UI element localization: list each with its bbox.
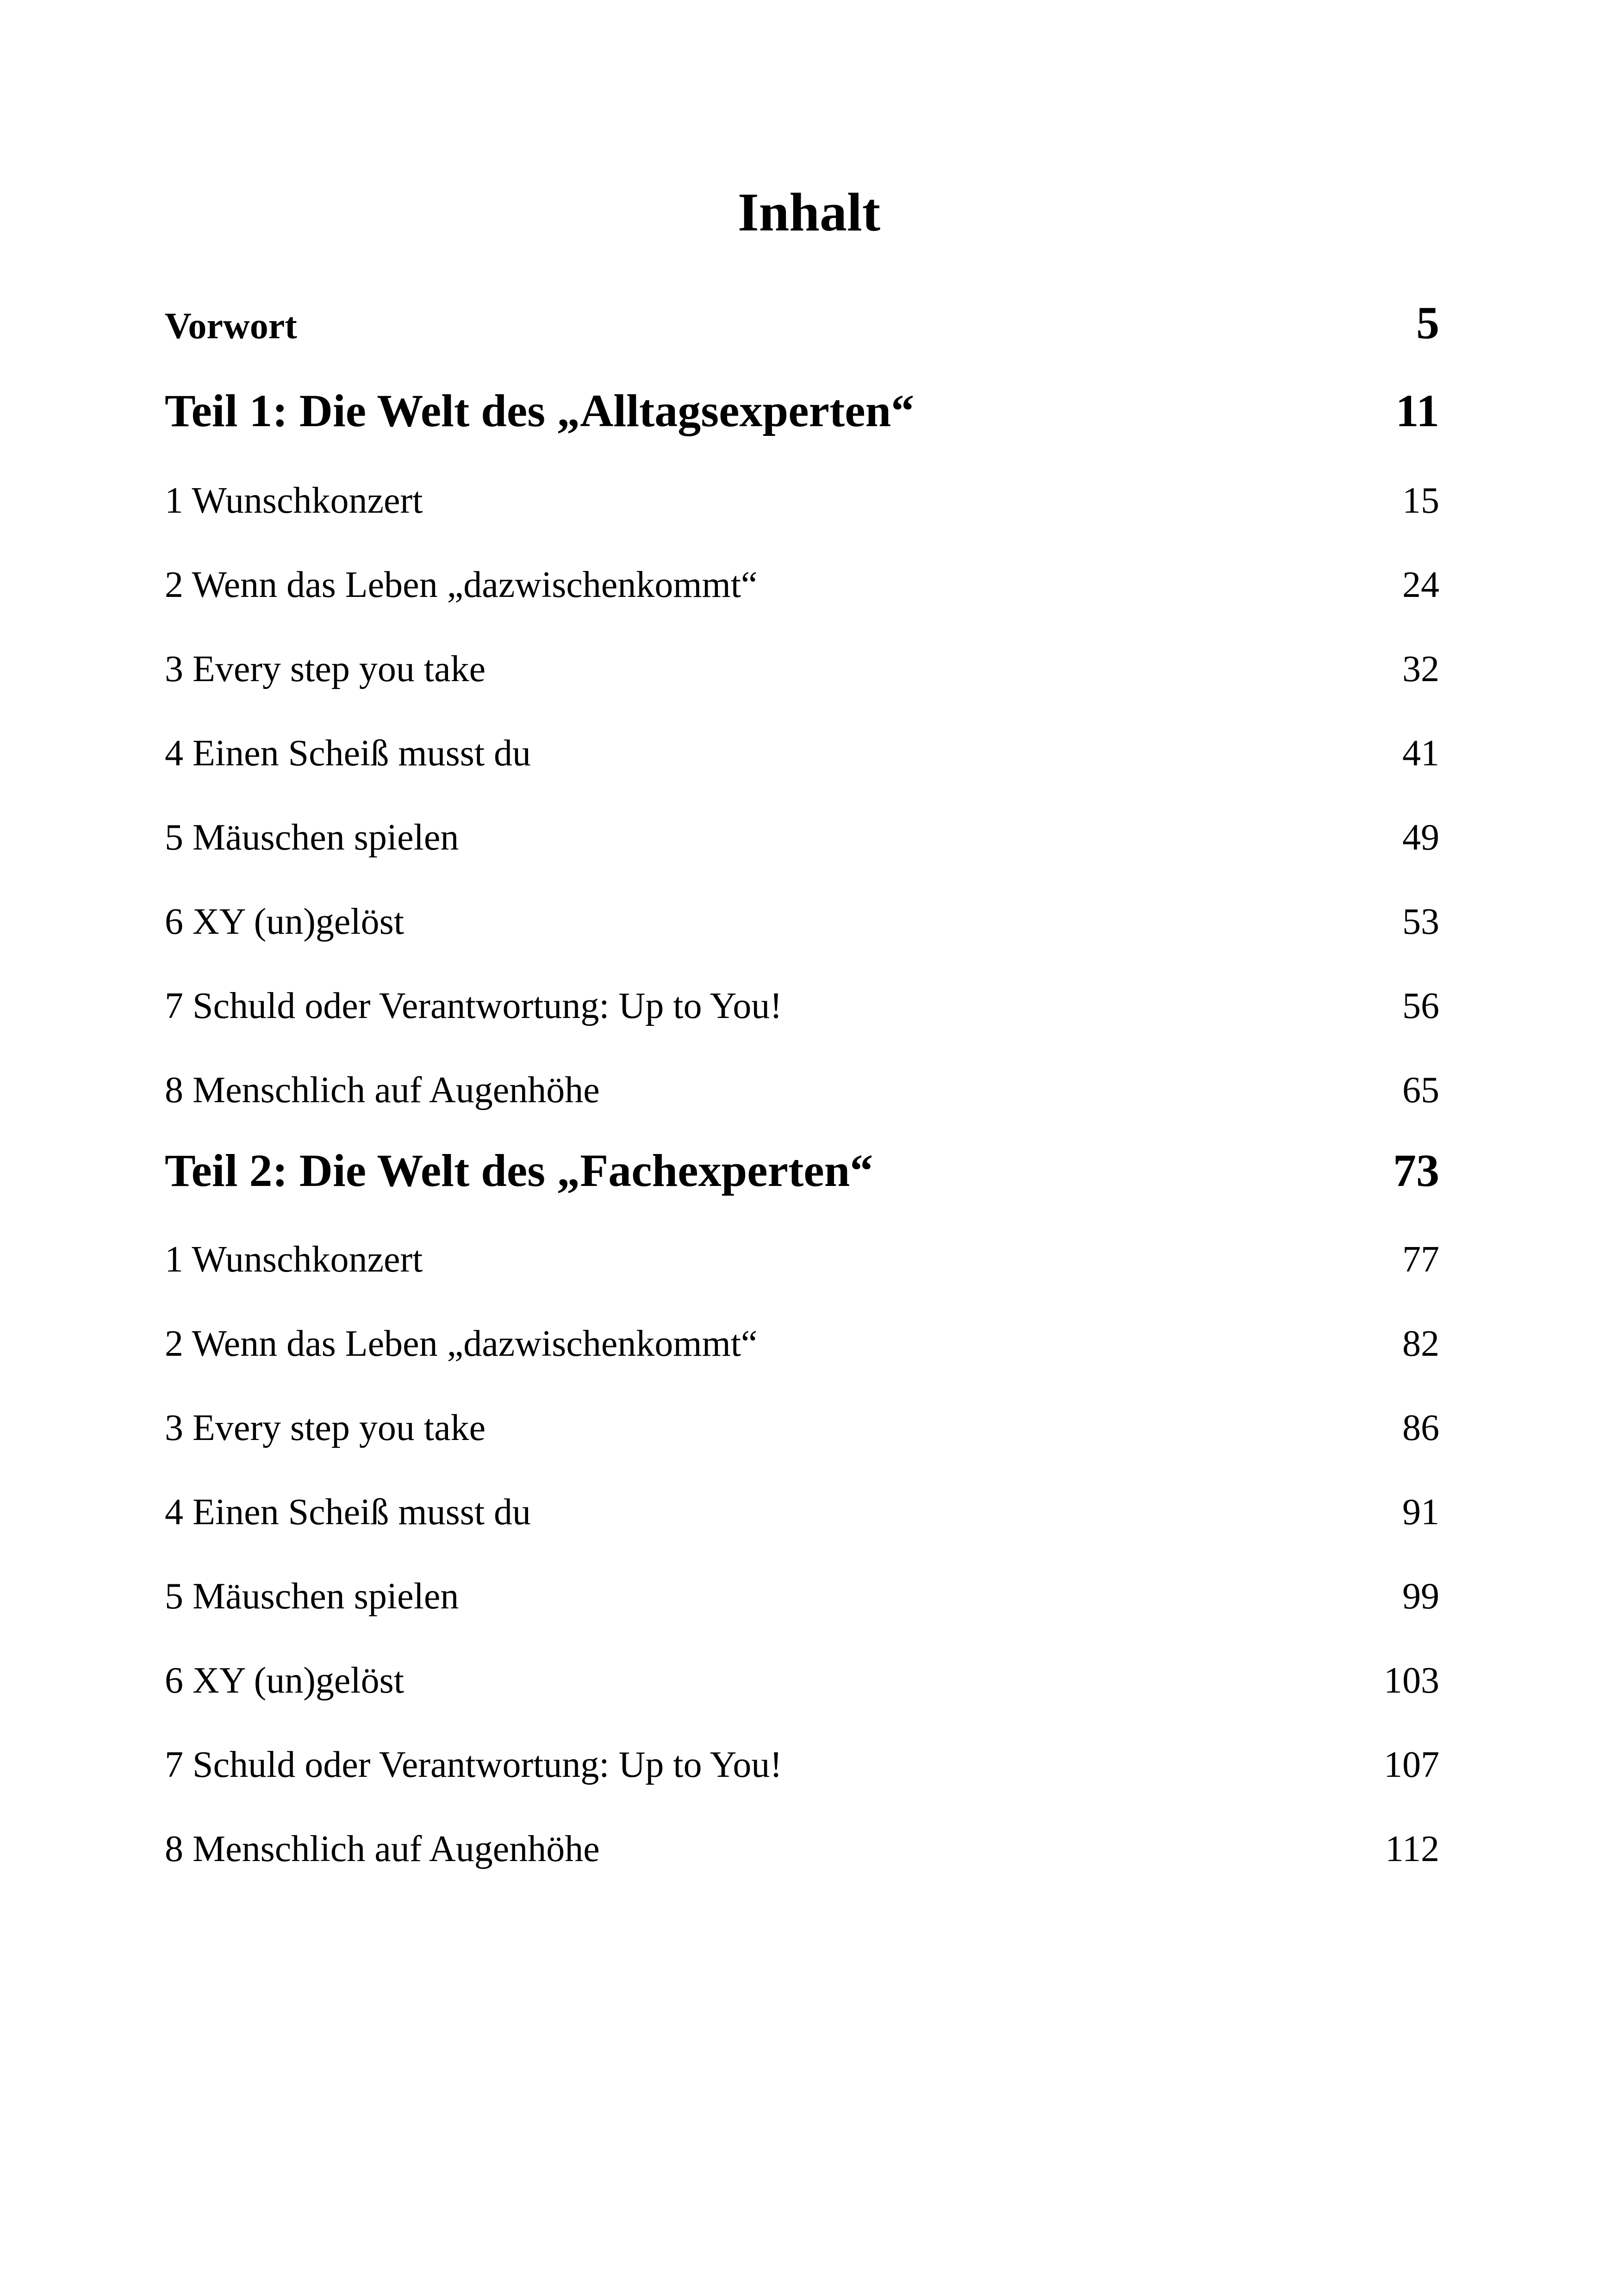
toc-entry[interactable]: [165, 1578, 1439, 1615]
toc-entry[interactable]: [165, 1494, 1439, 1531]
toc-entry[interactable]: [165, 566, 1439, 603]
toc-part-label: Teil 2: Die Welt des „Fachexperten“: [165, 1145, 873, 1196]
toc-page-number: 77: [1402, 1239, 1439, 1280]
toc-page-number: 56: [1402, 986, 1439, 1026]
toc-entry-label: Vorwort: [165, 306, 297, 347]
toc-entry[interactable]: [165, 903, 1439, 940]
toc-entry[interactable]: [165, 987, 1439, 1024]
toc-entry-preface[interactable]: [165, 297, 1439, 348]
toc-part-1[interactable]: [165, 385, 1439, 436]
toc-entry-label: 1 Wunschkonzert: [165, 1239, 423, 1280]
toc-entry[interactable]: [165, 1662, 1439, 1699]
toc-page-number: 11: [1395, 385, 1439, 436]
toc-entry-label: 3 Every step you take: [165, 1408, 486, 1448]
toc-page-number: 32: [1402, 649, 1439, 689]
toc-page-number: 107: [1384, 1744, 1439, 1785]
toc-page-number: 5: [1416, 297, 1439, 348]
table-of-contents: [165, 0, 1439, 2296]
toc-page-number: 53: [1402, 901, 1439, 942]
toc-entry[interactable]: [165, 482, 1439, 519]
toc-page-number: 73: [1393, 1145, 1439, 1196]
toc-page-number: 99: [1402, 1576, 1439, 1617]
toc-entry-label: 7 Schuld oder Verantwortung: Up to You!: [165, 986, 783, 1026]
toc-page-number: 41: [1402, 733, 1439, 774]
toc-entry-label: 6 XY (un)gelöst: [165, 901, 404, 942]
toc-entry[interactable]: [165, 1072, 1439, 1109]
toc-page-number: 86: [1402, 1408, 1439, 1448]
toc-part-label: Teil 1: Die Welt des „Alltagsexperten“: [165, 385, 915, 436]
page-title: Inhalt: [737, 182, 881, 242]
toc-page-number: 15: [1402, 480, 1439, 521]
toc-page-number: 82: [1402, 1323, 1439, 1364]
toc-entry-label: 8 Menschlich auf Augenhöhe: [165, 1829, 600, 1869]
toc-entry[interactable]: [165, 819, 1439, 856]
toc-entry-label: 5 Mäuschen spielen: [165, 817, 459, 858]
toc-entry-label: 4 Einen Scheiß musst du: [165, 733, 531, 774]
toc-entry-label: 5 Mäuschen spielen: [165, 1576, 459, 1617]
toc-entry[interactable]: [165, 1241, 1439, 1278]
toc-entry-label: 4 Einen Scheiß musst du: [165, 1492, 531, 1533]
toc-page-number: 49: [1402, 817, 1439, 858]
toc-page-number: 112: [1385, 1829, 1439, 1869]
toc-entry[interactable]: [165, 651, 1439, 688]
toc-entry[interactable]: [165, 735, 1439, 772]
toc-part-2[interactable]: [165, 1145, 1439, 1196]
toc-page-number: 91: [1402, 1492, 1439, 1533]
toc-entry-label: 6 XY (un)gelöst: [165, 1660, 404, 1701]
toc-entry[interactable]: [165, 1831, 1439, 1868]
toc-page-number: 65: [1402, 1070, 1439, 1111]
toc-page-number: 24: [1402, 565, 1439, 605]
toc-entry-label: 2 Wenn das Leben „dazwischenkommt“: [165, 1323, 758, 1364]
toc-entry-label: 3 Every step you take: [165, 649, 486, 689]
toc-entry-label: 1 Wunschkonzert: [165, 480, 423, 521]
toc-entry[interactable]: [165, 1409, 1439, 1446]
toc-entry[interactable]: [165, 1746, 1439, 1783]
toc-entry-label: 8 Menschlich auf Augenhöhe: [165, 1070, 600, 1111]
toc-entry-label: 7 Schuld oder Verantwortung: Up to You!: [165, 1744, 783, 1785]
toc-page-number: 103: [1384, 1660, 1439, 1701]
toc-entry-label: 2 Wenn das Leben „dazwischenkommt“: [165, 565, 758, 605]
toc-entry[interactable]: [165, 1325, 1439, 1362]
